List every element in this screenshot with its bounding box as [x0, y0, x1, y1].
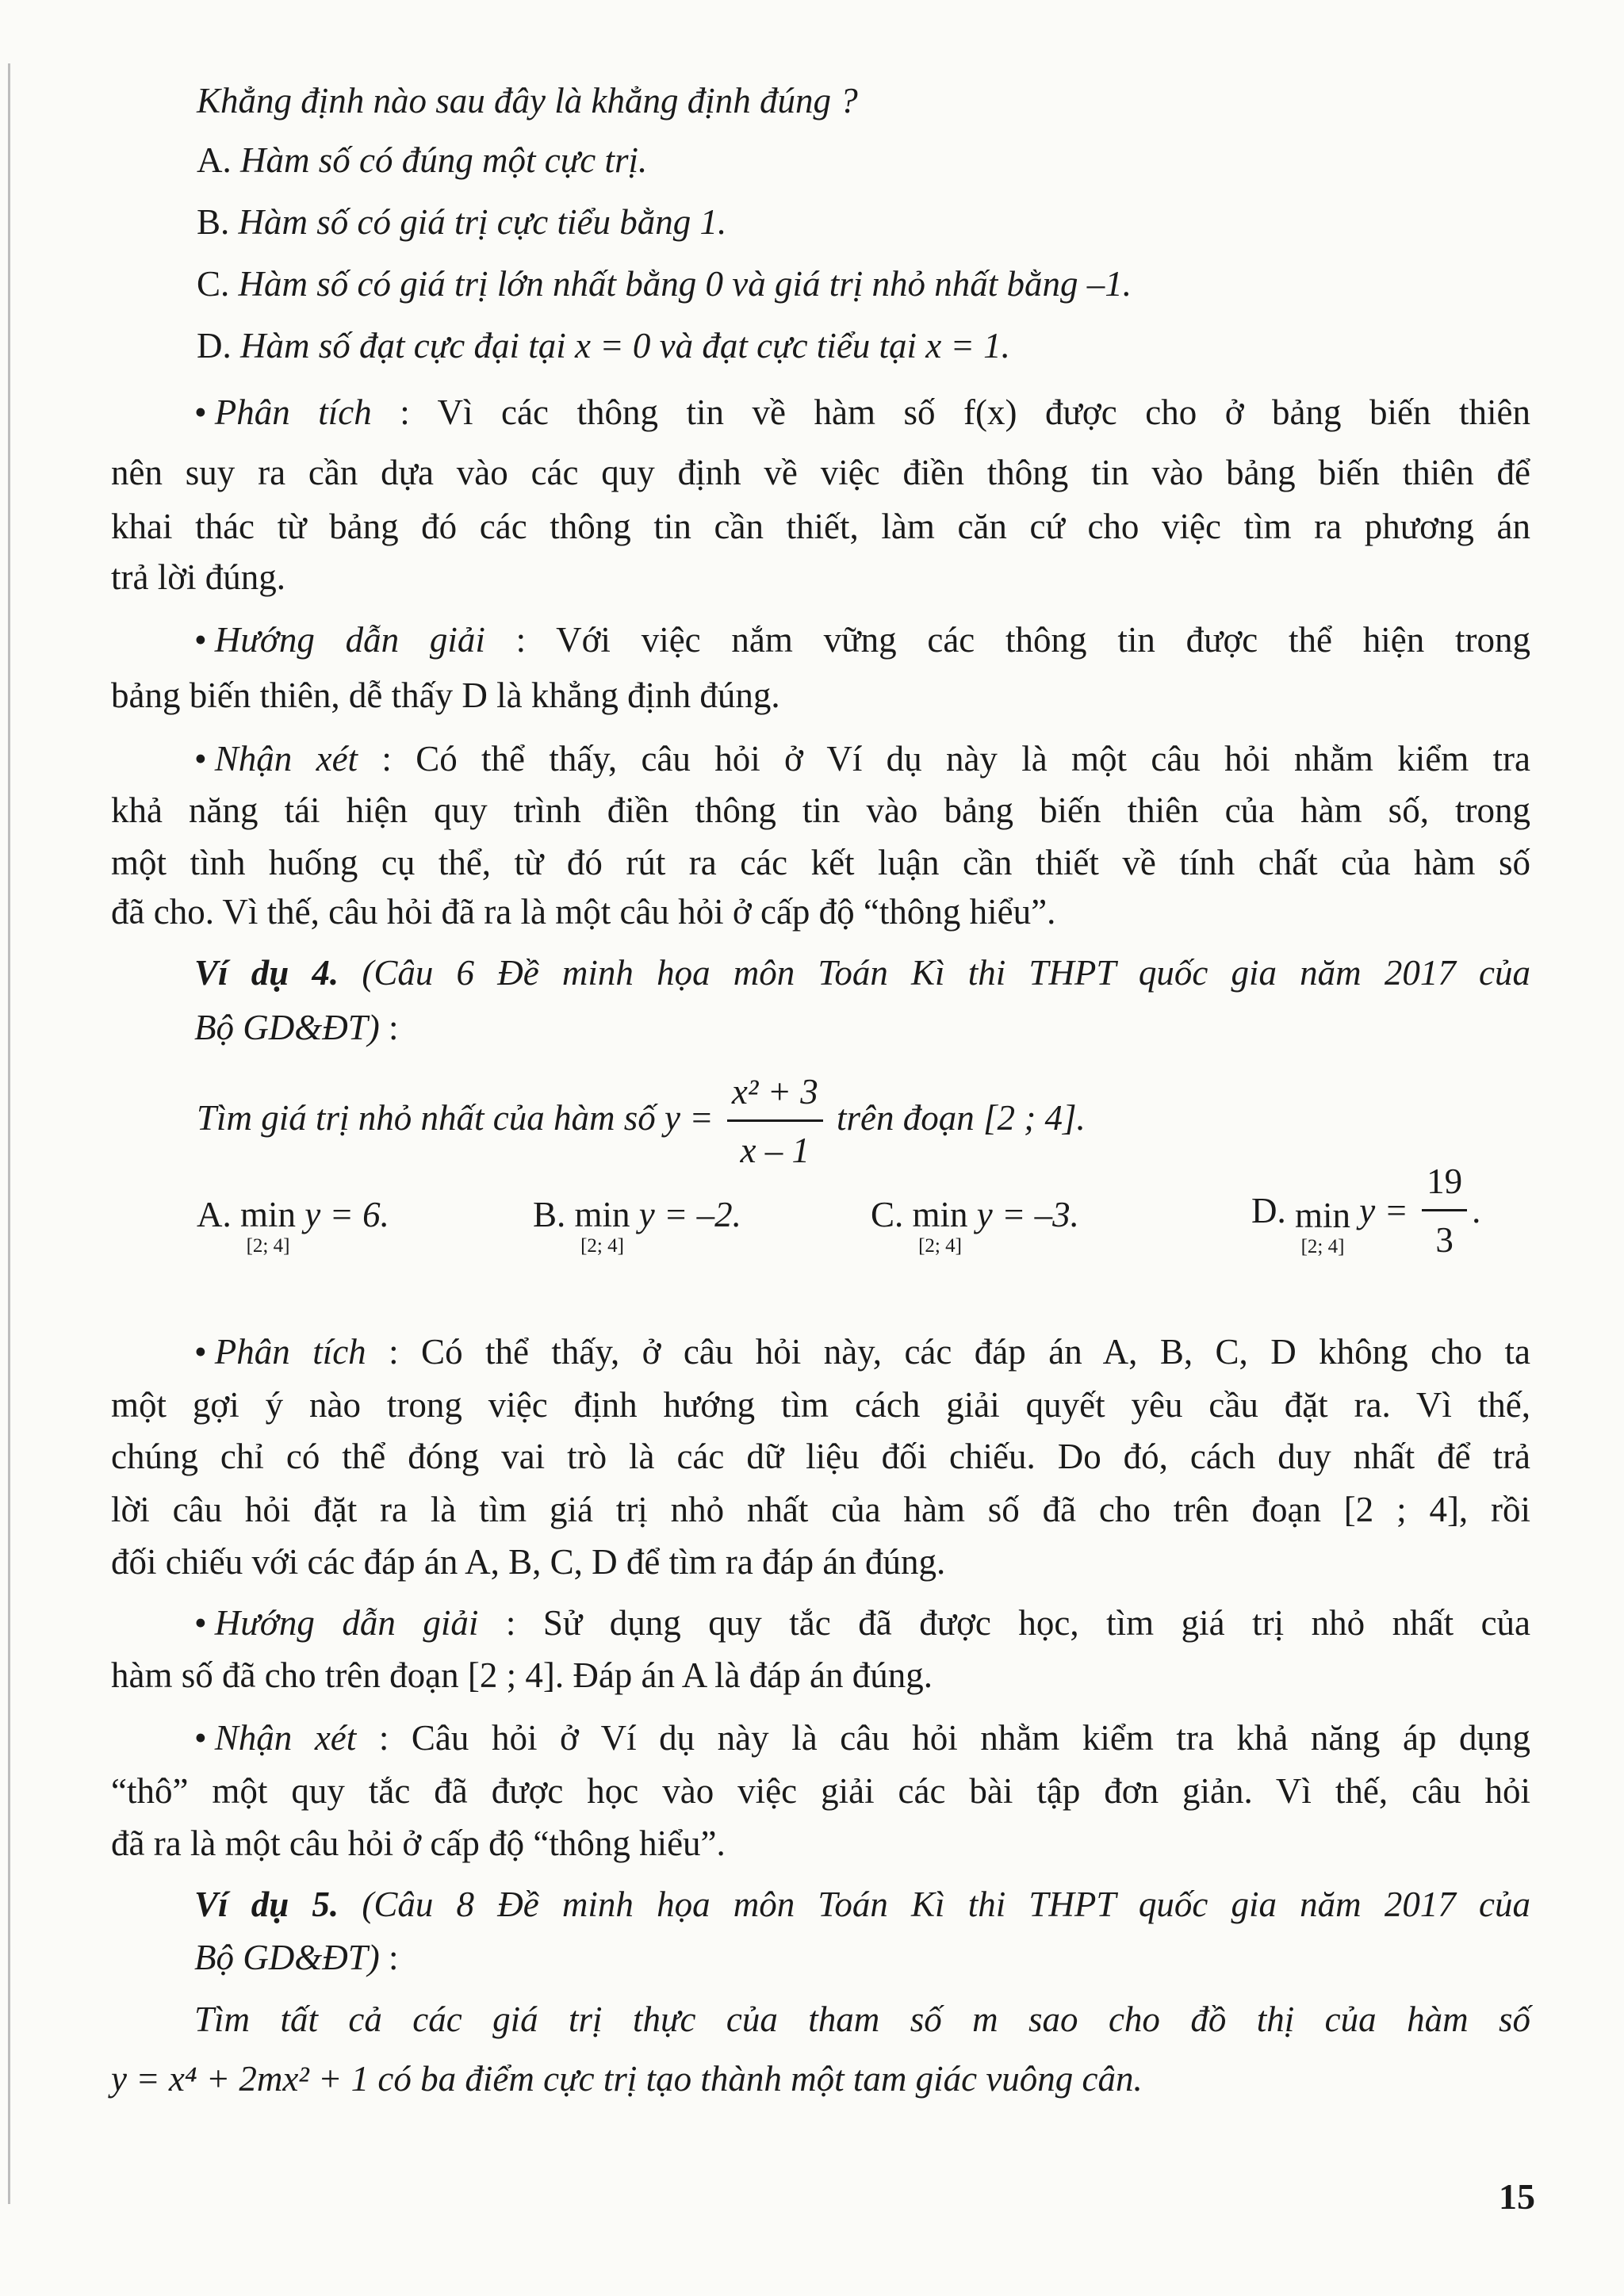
q3-analysis-line: khai thác từ bảng đó các thông tin cần thiết, làm căn cứ cho việc tìm ra phương án [111, 507, 1530, 546]
bullet: • [194, 392, 207, 432]
q3-guide-line: • Hướng dẫn giải : Với việc nắm vững các thông tin được thể hiện trong [194, 620, 1531, 660]
ex4-analysis-line: chúng chỉ có thể đóng vai trò là các dữ liệu đối chiếu. Do đó, cách duy nhất để trả [111, 1437, 1530, 1476]
min-operator: min [2; 4] [240, 1195, 297, 1257]
ex4-analysis-line: • Phân tích : Có thể thấy, ở câu hỏi này, các đáp án A, B, C, D không cho ta [194, 1332, 1530, 1372]
bullet: • [194, 1332, 207, 1372]
answer-fraction: $\frac{19}{3}$ [1422, 1164, 1467, 1258]
option-text: Hàm số có giá trị lớn nhất bằng 0 và giá trị nhỏ nhất bằng –1. [238, 264, 1132, 304]
example-5-question-line: y = x⁴ + 2mx² + 1 có ba điểm cực trị tạo thành một tam giác vuông cân. [111, 2059, 1143, 2099]
min-operator: min [2; 4] [574, 1195, 630, 1257]
q3-remark-line: đã cho. Vì thế, câu hỏi đã ra là một câu hỏi ở cấp độ “thông hiểu”. [111, 892, 1056, 932]
question-text: trên đoạn [2 ; 4]. [836, 1097, 1086, 1138]
question-text: Tìm giá trị nhỏ nhất của hàm số y = [197, 1097, 714, 1138]
q3-remark-line: • Nhận xét : Có thể thấy, câu hỏi ở Ví dụ này là một câu hỏi nhằm kiểm tra [194, 739, 1531, 779]
ex4-remark-line: • Nhận xét : Câu hỏi ở Ví dụ này là câu hỏi nhằm kiểm tra khả năng áp dụng [194, 1718, 1530, 1758]
q3-prompt: Khẳng định nào sau đây là khẳng định đúng ? [197, 81, 858, 121]
ex4-analysis-line: lời câu hỏi đặt ra là tìm giá trị nhỏ nhất của hàm số đã cho trên đoạn [2 ; 4], rồi [111, 1490, 1530, 1529]
fraction-numerator: x² + 3 [727, 1074, 823, 1122]
scan-margin-line [8, 63, 10, 2204]
ex4-analysis-line: đối chiếu với các đáp án A, B, C, D để tìm ra đáp án đúng. [111, 1542, 946, 1582]
option-text: Hàm số có giá trị cực tiểu bằng 1. [238, 202, 727, 242]
q3-option-a [197, 140, 648, 180]
option-text: Hàm số có đúng một cực trị. [240, 140, 648, 180]
example-5-heading [194, 1887, 1530, 1923]
option-letter: D. [197, 326, 232, 365]
example-title: Ví dụ 4. [194, 953, 339, 993]
q3-remark-line: khả năng tái hiện quy trình điền thông tin vào bảng biến thiên của hàm số, trong [111, 790, 1530, 830]
min-operator: min [2; 4] [912, 1195, 968, 1257]
min-operator: min [2; 4] [1295, 1195, 1351, 1257]
example-4-option-b: B. min [2; 4] y = –2. [533, 1195, 741, 1257]
guide-label: Hướng dẫn giải [214, 620, 485, 660]
bullet: • [194, 1603, 207, 1643]
fraction-denominator: x – 1 [740, 1131, 810, 1170]
example-4-option-c: C. min [2; 4] y = –3. [871, 1195, 1079, 1257]
example-4-source-line2: Bộ GD&ĐT) : [194, 1008, 399, 1047]
option-letter: B. [197, 202, 230, 242]
example-4-question [197, 1074, 1086, 1169]
q3-analysis-line: trả lời đúng. [111, 557, 286, 597]
function-fraction [727, 1074, 823, 1169]
option-text: Hàm số đạt cực đại tại x = 0 và đạt cực tiểu tại x = 1. [240, 326, 1010, 365]
ex4-guide-line: • Hướng dẫn giải : Sử dụng quy tắc đã được học, tìm giá trị nhỏ nhất của [194, 1603, 1531, 1643]
example-4-option-a: A. min [2; 4] y = 6. [197, 1195, 389, 1257]
remark-label: Nhận xét [214, 739, 358, 779]
example-title: Ví dụ 5. [194, 1885, 339, 1924]
bullet: • [194, 739, 207, 779]
q3-analysis-line: • Phân tích : Vì các thông tin về hàm số f(x) được cho ở bảng biến thiên [194, 392, 1531, 432]
analysis-label: Phân tích [214, 1332, 366, 1372]
option-letter: C. [197, 264, 230, 304]
bullet: • [194, 1718, 207, 1758]
q3-option-c [197, 266, 1132, 302]
ex4-guide-line: hàm số đã cho trên đoạn [2 ; 4]. Đáp án A là đáp án đúng. [111, 1655, 933, 1695]
example-5-source-line2: Bộ GD&ĐT) : [194, 1938, 399, 1977]
bullet: • [194, 620, 207, 660]
example-4-option-d: D. min [2; 4] y = $\frac{19}{3}$ . [1251, 1161, 1481, 1260]
remark-label: Nhận xét [214, 1718, 357, 1758]
example-4-heading [194, 955, 1530, 991]
example-source: (Câu 6 Đề minh họa môn Toán Kì thi THPT quốc gia năm 2017 của [362, 953, 1531, 993]
q3-option-d [197, 328, 1010, 364]
q3-analysis-line: nên suy ra cần dựa vào các quy định về việc điền thông tin vào bảng biến thiên để [111, 453, 1530, 492]
example-source: (Câu 8 Đề minh họa môn Toán Kì thi THPT quốc gia năm 2017 của [362, 1885, 1531, 1924]
analysis-label: Phân tích [214, 392, 372, 432]
option-letter: A. [197, 140, 232, 180]
ex4-remark-line: đã ra là một câu hỏi ở cấp độ “thông hiểu”. [111, 1823, 726, 1863]
q3-guide-line: bảng biến thiên, dễ thấy D là khẳng định đúng. [111, 675, 780, 715]
ex4-remark-line: “thô” một quy tắc đã được học vào việc giải các bài tập đơn giản. Vì thế, câu hỏi [111, 1771, 1530, 1811]
page-number: 15 [1499, 2176, 1535, 2217]
example-5-question-line: Tìm tất cả các giá trị thực của tham số m sao cho đồ thị của hàm số [194, 1999, 1530, 2039]
guide-label: Hướng dẫn giải [214, 1603, 479, 1643]
ex4-analysis-line: một gợi ý nào trong việc định hướng tìm cách giải quyết yêu cầu đặt ra. Vì thế, [111, 1385, 1530, 1425]
q3-option-b [197, 202, 727, 242]
q3-remark-line: một tình huống cụ thể, từ đó rút ra các kết luận cần thiết về tính chất của hàm số [111, 843, 1530, 882]
